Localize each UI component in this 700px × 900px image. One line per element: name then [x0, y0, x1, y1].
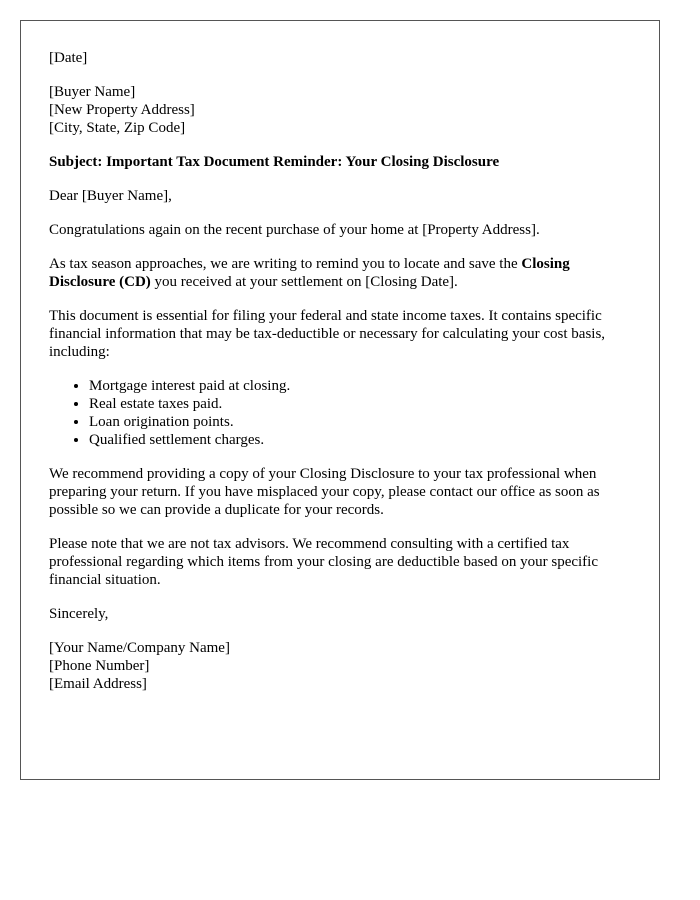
recipient-name: [Buyer Name]	[49, 84, 136, 100]
subject-line: Subject: Important Tax Document Reminder: Your Closing Disclosure	[49, 154, 500, 170]
paragraph-reminder	[49, 255, 631, 291]
list-item: • Mortgage interest paid at closing.	[89, 377, 631, 395]
closing-salutation: Sincerely,	[49, 606, 109, 622]
list-item: • Real estate taxes paid.	[89, 395, 631, 413]
paragraph-congratulations: Congratulations again on the recent purchase of your home at [Property Address].	[49, 222, 540, 238]
sender-phone: [Phone Number]	[49, 658, 150, 674]
paragraph-document-importance: This document is essential for filing your federal and state income taxes. It contains specific financial information that may be tax-deductible or necessary for calculating your cost basis, including:	[49, 308, 606, 360]
reminder-text-before: As tax season approaches, we are writing to remind you to locate and save the	[49, 256, 522, 272]
greeting: Dear [Buyer Name],	[49, 188, 172, 204]
sender-block	[49, 639, 631, 693]
sender-email: [Email Address]	[49, 676, 147, 692]
recipient-city: [City, State, Zip Code]	[49, 120, 186, 136]
sender-name: [Your Name/Company Name]	[49, 640, 230, 656]
recipient-block	[49, 83, 631, 137]
closing-disclosure-term: Closing Disclosure (CD)	[49, 256, 570, 290]
recipient-address: [New Property Address]	[49, 102, 195, 118]
list-item: • Qualified settlement charges.	[89, 431, 631, 449]
reminder-text-after: you received at your settlement on [Closing Date].	[150, 274, 458, 290]
paragraph-recommendation: We recommend providing a copy of your Closing Disclosure to your tax professional when preparing your return. If you have misplaced your copy, please contact our office as soon as possible so we can provide a duplicate for your records.	[49, 466, 600, 518]
deductible-items-list	[49, 377, 631, 449]
paragraph-disclaimer: Please note that we are not tax advisors. We recommend consulting with a certified tax professional regarding which items from your closing are deductible based on your specific financial situation.	[49, 536, 599, 588]
list-item: • Loan origination points.	[89, 413, 631, 431]
letter-date: [Date]	[49, 50, 88, 66]
letter-page	[20, 20, 660, 780]
